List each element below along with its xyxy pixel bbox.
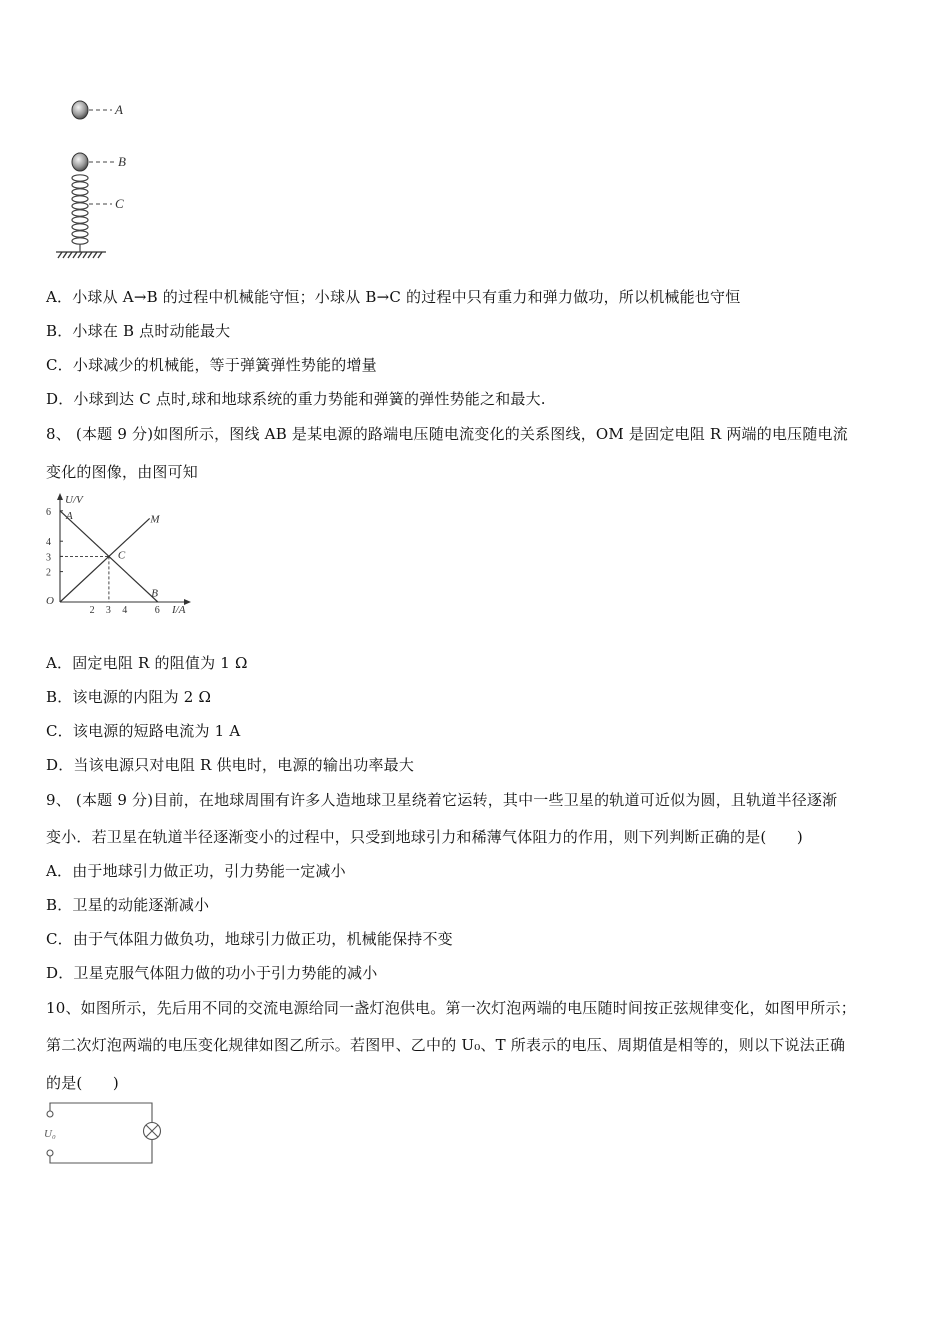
q7-option-a: A．小球从 A→B 的过程中机械能守恒；小球从 B→C 的过程中只有重力和弹力做功，所以机械能也守恒: [46, 288, 741, 306]
q7-option-d: D．小球到达 C 点时,球和地球系统的重力势能和弹簧的弹性势能之和最大.: [46, 390, 546, 408]
y-tick-label-3: 3: [46, 552, 51, 564]
x-tick-label-3: 3: [105, 605, 111, 616]
q8-option-d: D．当该电源只对电阻 R 供电时，电源的输出功率最大: [46, 756, 415, 774]
q9-stem-line2: 变小．若卫星在轨道半径逐渐变小的过程中，只受到地球引力和稀薄气体阻力的作用，则下列判断正确的是( ): [46, 828, 803, 846]
circuit-figure: [40, 1098, 170, 1170]
y-axis-label: U/V: [65, 494, 83, 506]
x-tick-label-4: 4: [122, 605, 128, 616]
u-i-chart: [40, 492, 200, 620]
label-c: C: [115, 196, 124, 211]
q10-stem-line2: 第二次灯泡两端的电压变化规律如图乙所示。若图甲、乙中的 U₀、T 所表示的电压、周期值是相等的，则以下说法正确: [46, 1036, 846, 1054]
point-label-a: A: [66, 509, 73, 522]
y-tick-label-2: 2: [46, 567, 51, 579]
q7-option-c: C．小球减少的机械能，等于弹簧弹性势能的增量: [46, 356, 377, 374]
q8-stem-line2: 变化的图像，由图可知: [46, 463, 199, 481]
x-axis-label: I/A: [172, 604, 186, 616]
q7-option-b: B．小球在 B 点时动能最大: [46, 322, 231, 340]
q9-stem-line1: 9、 (本题 9 分)目前，在地球周围有许多人造地球卫星绕着它运转，其中一些卫星的轨道可近似为圆，且轨道半径逐渐: [46, 791, 838, 809]
point-label-b: B: [151, 587, 159, 600]
spring-ball-figure: [50, 92, 160, 264]
spring-coil: [72, 175, 88, 252]
y-tick-label-6: 6: [46, 506, 51, 518]
q8-option-a: A．固定电阻 R 的阻值为 1 Ω: [46, 654, 248, 672]
q10-stem-line1: 10、如图所示，先后用不同的交流电源给同一盏灯泡供电。第一次灯泡两端的电压随时间按正弦规律变化，如图甲所示；: [46, 999, 856, 1017]
q8-stem-line1: 8、 (本题 9 分)如图所示，图线 AB 是某电源的路端电压随电流变化的关系图线，OM 是固定电阻 R 两端的电压随电流: [46, 425, 848, 443]
lamp-icon: [144, 1123, 161, 1140]
y-axis-arrow: [57, 493, 63, 500]
label-a: A: [115, 102, 123, 117]
label-b: B: [118, 154, 126, 169]
terminal-top: [47, 1111, 53, 1117]
terminal-bottom: [47, 1150, 53, 1156]
q9-option-d: D．卫星克服气体阻力做的功小于引力势能的减小: [46, 964, 378, 982]
q9-option-b: B．卫星的动能逐渐减小: [46, 896, 210, 914]
ground: [56, 252, 106, 258]
q8-option-c: C．该电源的短路电流为 1 A: [46, 722, 241, 740]
y-tick-label-4: 4: [46, 537, 51, 549]
point-label-c: C: [117, 549, 126, 562]
q10-stem-line3: 的是( ): [46, 1074, 119, 1092]
x-tick-label-2: 2: [89, 605, 95, 616]
q9-option-a: A．由于地球引力做正功，引力势能一定减小: [46, 862, 346, 880]
q9-option-c: C．由于气体阻力做负功，地球引力做正功，机械能保持不变: [46, 930, 453, 948]
circuit-label-u0: U₀: [44, 1128, 56, 1140]
ball-b: [72, 153, 88, 171]
origin-label: O: [46, 595, 54, 607]
point-label-m: M: [150, 513, 160, 526]
series-line-om: [60, 518, 150, 602]
x-tick-label-6: 6: [154, 605, 160, 616]
ball-a: [72, 101, 88, 119]
q8-option-b: B．该电源的内阻为 2 Ω: [46, 688, 212, 706]
